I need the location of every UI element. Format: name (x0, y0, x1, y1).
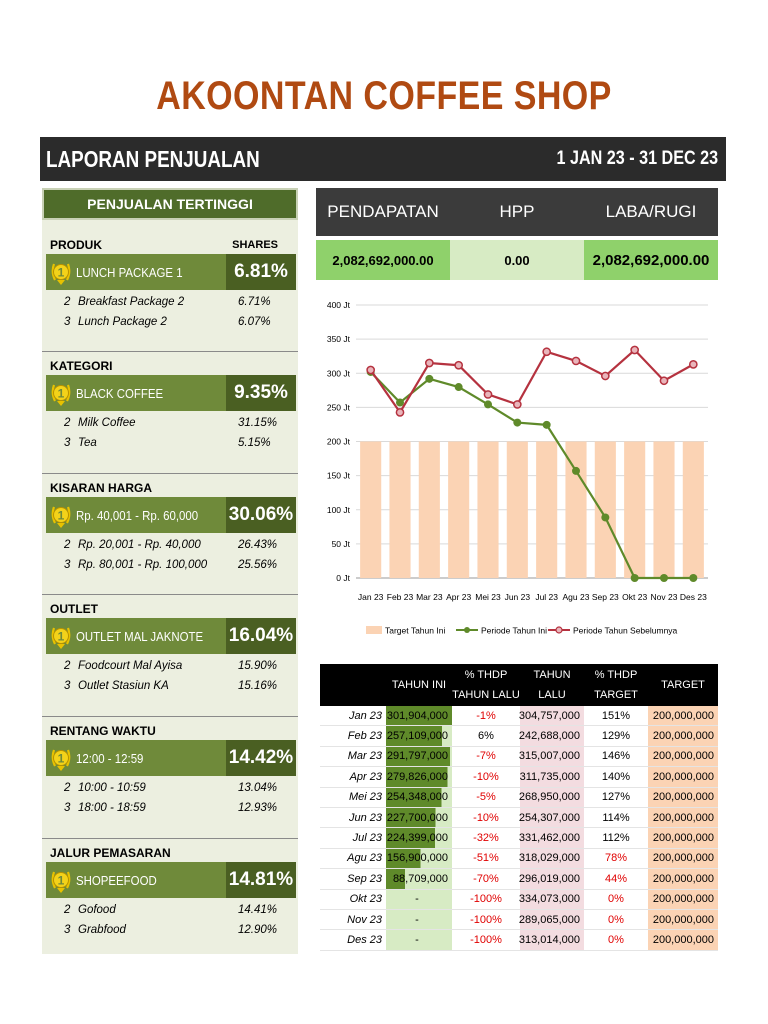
runner-up-share: 15.90% (238, 660, 278, 672)
x-tick-label: Mei 23 (475, 592, 501, 602)
top-item (46, 375, 296, 411)
top-sales-section (42, 236, 298, 332)
cell-tahun-lalu: 254,307,000 (520, 808, 584, 827)
runner-up-rank: 2 (64, 904, 71, 916)
point-periode-tahun-sebelumnya (690, 361, 697, 368)
point-periode-tahun-ini (396, 399, 404, 407)
top-item-name-cell (46, 862, 226, 898)
cell-tahun-ini: 88,709,000 (386, 869, 452, 888)
medal-icon (50, 258, 72, 286)
point-periode-tahun-ini (543, 421, 551, 429)
top-sales-section (42, 600, 298, 696)
runner-up-name: Milk Coffee (78, 417, 136, 429)
runner-up-rank: 3 (64, 316, 71, 328)
runner-up-item (42, 656, 298, 676)
bar-target (536, 442, 557, 579)
section-title: KISARAN HARGA (50, 481, 152, 495)
bar-target (448, 442, 469, 579)
medal-icon (50, 866, 72, 894)
cell-month: Sep 23 (347, 872, 382, 885)
cell-thdp-target: 0% (608, 893, 624, 906)
runner-up-rank: 3 (64, 924, 71, 936)
table-row (320, 706, 718, 726)
x-tick-label: Sep 23 (591, 592, 619, 602)
y-tick-label: 150 Jt (326, 470, 350, 481)
runner-up-item (42, 798, 298, 818)
cell-target: 200,000,000 (648, 910, 718, 929)
point-periode-tahun-ini (660, 574, 668, 582)
cell-tahun-ini: - (386, 890, 452, 909)
cell-thdp-target: 0% (608, 913, 624, 926)
medal-number: 1 (57, 265, 65, 280)
cell-thdp-target: 44% (604, 872, 628, 885)
cell-month: Mar 23 (347, 750, 382, 763)
section-divider (42, 716, 298, 717)
top-item-name: SHOPEEFOOD (76, 872, 157, 888)
cell-tahun-lalu: 318,029,000 (520, 849, 584, 868)
bar-target (389, 442, 410, 579)
runner-up-name: Foodcourt Mal Ayisa (78, 660, 183, 672)
medal-number: 1 (57, 386, 65, 401)
point-periode-tahun-ini (572, 467, 580, 475)
runner-up-item (42, 778, 298, 798)
cell-thdp-tahun-lalu: -5% (476, 791, 496, 804)
cell-target: 200,000,000 (648, 890, 718, 909)
x-tick-label: Jul 23 (535, 592, 559, 602)
top-item-name-cell (46, 618, 226, 654)
bar-target (477, 442, 498, 579)
runner-up-item (42, 555, 298, 575)
x-tick-label: Feb 23 (386, 592, 414, 602)
line-periode-tahun-sebelumnya (371, 350, 694, 412)
kpi-value-pendapatan: 2,082,692,000.00 (316, 240, 450, 280)
table-row (320, 910, 718, 930)
cell-thdp-target: 78% (604, 852, 628, 865)
top-item-name-cell (46, 740, 226, 776)
top-item (46, 254, 296, 290)
point-periode-tahun-sebelumnya (396, 409, 403, 416)
table-row (320, 890, 718, 910)
cell-thdp-target: 146% (601, 750, 631, 763)
cell-target: 200,000,000 (648, 747, 718, 766)
point-periode-tahun-ini (484, 400, 492, 408)
runner-up-item (42, 676, 298, 696)
cell-thdp-target: 112% (602, 832, 630, 845)
x-tick-label: Apr 23 (446, 592, 472, 602)
top-item-name-cell (46, 375, 226, 411)
header-tahun-ini: TAHUN INI (391, 679, 447, 691)
runner-up-item (42, 535, 298, 555)
cell-month: Jun 23 (348, 811, 382, 824)
cell-target: 200,000,000 (648, 828, 718, 847)
runner-up-item (42, 413, 298, 433)
runner-up-name: 10:00 - 10:59 (78, 782, 146, 794)
point-periode-tahun-ini (631, 574, 639, 582)
section-label (42, 357, 298, 375)
point-periode-tahun-sebelumnya (660, 377, 667, 384)
runner-up-rank: 3 (64, 437, 71, 449)
x-tick-label: Des 23 (679, 592, 707, 602)
bar-target (419, 442, 440, 579)
section-divider (42, 473, 298, 474)
x-tick-label: Mar 23 (416, 592, 443, 602)
top-sales-panel (42, 188, 298, 954)
top-sales-section (42, 722, 298, 818)
table-row (320, 849, 718, 869)
point-periode-tahun-sebelumnya (455, 362, 462, 369)
runner-up-share: 6.07% (238, 316, 271, 328)
header-tahun-lalu: TAHUN LALU (533, 669, 571, 701)
x-tick-label: Okt 23 (622, 592, 648, 602)
cell-thdp-target: 151% (601, 709, 631, 722)
cell-thdp-tahun-lalu: -32% (473, 832, 499, 845)
section-label (42, 600, 298, 618)
top-item-name: OUTLET MAL JAKNOTE (76, 628, 204, 644)
report-period: 1 JAN 23 - 31 DEC 23 (556, 148, 718, 169)
top-item-share: 9.35% (226, 375, 296, 411)
cell-tahun-ini: 279,826,000 (386, 767, 452, 786)
cell-tahun-ini: - (386, 910, 452, 929)
table-body (320, 706, 718, 951)
cell-tahun-lalu: 313,014,000 (520, 930, 584, 949)
cell-tahun-lalu: 289,065,000 (520, 910, 584, 929)
section-title: RENTANG WAKTU (50, 724, 156, 738)
x-tick-label: Agu 23 (562, 592, 590, 602)
section-divider (42, 351, 298, 352)
top-item-share: 14.42% (226, 740, 296, 776)
x-tick-label: Jan 23 (357, 592, 384, 602)
bar-target (595, 442, 616, 579)
legend-marker-tahun-sebelumnya (556, 627, 562, 633)
top-item-share: 30.06% (226, 497, 296, 533)
runner-up-item (42, 312, 298, 332)
kpi-label-laba-rugi: LABA/RUGI (605, 202, 697, 221)
legend-label-target: Target Tahun Ini (385, 625, 446, 636)
point-periode-tahun-ini (513, 419, 521, 427)
runner-up-name: Grabfood (78, 924, 126, 936)
point-periode-tahun-sebelumnya (514, 401, 521, 408)
medal-icon (50, 622, 72, 650)
runner-up-share: 31.15% (238, 417, 278, 429)
cell-target: 200,000,000 (648, 869, 718, 888)
runner-up-rank: 2 (64, 539, 71, 551)
runner-up-rank: 2 (64, 660, 71, 672)
y-tick-label: 350 Jt (326, 334, 350, 345)
section-title: OUTLET (50, 602, 98, 616)
cell-tahun-ini: 227,700,000 (386, 808, 452, 827)
legend-swatch-target (366, 626, 382, 634)
runner-up-share: 26.43% (238, 539, 278, 551)
top-item-share: 14.81% (226, 862, 296, 898)
top-sales-section (42, 357, 298, 453)
cell-target: 200,000,000 (648, 767, 718, 786)
runner-up-name: Rp. 20,001 - Rp. 40,000 (78, 539, 201, 551)
cell-target: 200,000,000 (648, 788, 718, 807)
cell-tahun-lalu: 334,073,000 (520, 890, 584, 909)
top-item-name-cell (46, 254, 226, 290)
report-header-bar (40, 137, 726, 181)
cell-tahun-ini: 291,797,000 (386, 747, 452, 766)
cell-thdp-tahun-lalu: -1% (476, 709, 496, 722)
cell-thdp-tahun-lalu: 6% (478, 730, 494, 743)
top-item (46, 862, 296, 898)
bar-target (507, 442, 528, 579)
cell-tahun-ini: 254,348,000 (386, 788, 452, 807)
top-item (46, 618, 296, 654)
medal-icon (50, 744, 72, 772)
y-tick-label: 400 Jt (326, 300, 350, 310)
cell-thdp-tahun-lalu: -70% (473, 872, 499, 885)
cell-thdp-target: 129% (601, 730, 631, 743)
cell-tahun-ini: - (386, 930, 452, 949)
runner-up-share: 12.93% (238, 802, 278, 814)
table-row (320, 808, 718, 828)
header-target: TARGET (661, 679, 705, 691)
cell-month: Mei 23 (348, 791, 382, 804)
y-tick-label: 300 Jt (326, 368, 350, 379)
cell-month: Apr 23 (349, 770, 382, 783)
top-item-share: 16.04% (226, 618, 296, 654)
report-label: LAPORAN PENJUALAN (46, 145, 260, 172)
point-periode-tahun-ini (689, 574, 697, 582)
legend-marker-tahun-ini (464, 627, 470, 633)
point-periode-tahun-sebelumnya (426, 359, 433, 366)
top-sales-section (42, 479, 298, 575)
top-sales-section (42, 844, 298, 940)
header-thdp-tahun-lalu (452, 664, 520, 706)
cell-tahun-lalu: 296,019,000 (520, 869, 584, 888)
bar-target (624, 442, 645, 579)
section-label (42, 236, 298, 254)
point-periode-tahun-ini (455, 383, 463, 391)
cell-thdp-tahun-lalu: -10% (473, 770, 499, 783)
point-periode-tahun-sebelumnya (572, 357, 579, 364)
section-title: JALUR PEMASARAN (50, 846, 171, 860)
cell-target: 200,000,000 (648, 726, 718, 745)
cell-month: Okt 23 (349, 893, 382, 906)
cell-target: 200,000,000 (648, 808, 718, 827)
medal-number: 1 (57, 508, 65, 523)
runner-up-name: 18:00 - 18:59 (78, 802, 146, 814)
runner-up-share: 15.16% (238, 680, 278, 692)
cell-tahun-ini: 257,109,000 (386, 726, 452, 745)
cell-tahun-lalu: 331,462,000 (520, 828, 584, 847)
top-item (46, 497, 296, 533)
section-divider (42, 838, 298, 839)
y-tick-label: 250 Jt (326, 402, 350, 413)
shares-label: SHARES (232, 239, 278, 251)
table-header (320, 664, 718, 706)
runner-up-share: 12.90% (238, 924, 278, 936)
top-item-name: LUNCH PACKAGE 1 (76, 264, 183, 280)
bar-target (653, 442, 674, 579)
cell-thdp-target: 140% (601, 770, 631, 783)
header-thdp-line2: TAHUN LALU (452, 689, 520, 701)
top-item-name-cell (46, 497, 226, 533)
cell-tahun-lalu: 242,688,000 (520, 726, 584, 745)
runner-up-share: 13.04% (238, 782, 278, 794)
top-sales-header: PENJUALAN TERTINGGI (42, 188, 298, 220)
runner-up-rank: 2 (64, 296, 71, 308)
runner-up-share: 5.15% (238, 437, 271, 449)
top-item-name: 12:00 - 12:59 (76, 750, 144, 766)
runner-up-name: Outlet Stasiun KA (78, 680, 169, 692)
runner-up-rank: 2 (64, 782, 71, 794)
cell-thdp-target: 0% (608, 933, 624, 946)
kpi-value-hpp: 0.00 (450, 240, 584, 280)
kpi-values (316, 240, 718, 280)
kpi-header (316, 188, 718, 236)
section-label (42, 722, 298, 740)
cell-target: 200,000,000 (648, 849, 718, 868)
cell-tahun-lalu: 268,950,000 (520, 788, 584, 807)
cell-target: 200,000,000 (648, 706, 718, 725)
medal-number: 1 (57, 873, 65, 888)
medal-number: 1 (57, 629, 65, 644)
section-label (42, 479, 298, 497)
monthly-sales-table (320, 664, 718, 951)
legend-label-tahun-sebelumnya: Periode Tahun Sebelumnya (573, 625, 678, 636)
cell-tahun-lalu: 304,757,000 (520, 706, 584, 725)
section-title: PRODUK (50, 238, 103, 252)
sales-chart (316, 292, 726, 644)
table-row (320, 747, 718, 767)
runner-up-name: Gofood (78, 904, 116, 916)
runner-up-rank: 2 (64, 417, 71, 429)
runner-up-item (42, 900, 298, 920)
table-row (320, 869, 718, 889)
bar-target (360, 442, 381, 579)
cell-thdp-target: 114% (602, 811, 630, 824)
cell-tahun-ini: 301,904,000 (386, 706, 452, 725)
point-periode-tahun-sebelumnya (631, 346, 638, 353)
cell-thdp-tahun-lalu: -7% (476, 750, 496, 763)
top-item-name: Rp. 40,001 - Rp. 60,000 (76, 507, 199, 523)
runner-up-name: Lunch Package 2 (78, 316, 167, 328)
cell-month: Feb 23 (347, 730, 382, 743)
header-thdp-target-line2: TARGET (594, 689, 638, 701)
runner-up-item (42, 920, 298, 940)
kpi-label-hpp: HPP (499, 202, 535, 221)
top-item-share: 6.81% (226, 254, 296, 290)
runner-up-rank: 3 (64, 680, 71, 692)
cell-tahun-ini: 224,399,000 (386, 828, 452, 847)
section-title: KATEGORI (50, 359, 113, 373)
point-periode-tahun-sebelumnya (602, 372, 609, 379)
cell-thdp-tahun-lalu: -100% (470, 933, 502, 946)
page-title: AKOONTAN COFFEE SHOP (156, 74, 612, 118)
x-tick-label: Jun 23 (504, 592, 531, 602)
runner-up-name: Rp. 80,001 - Rp. 100,000 (78, 559, 208, 571)
runner-up-share: 14.41% (238, 904, 278, 916)
cell-month: Jan 23 (348, 709, 382, 722)
table-row (320, 726, 718, 746)
kpi-label-pendapatan: PENDAPATAN (327, 202, 439, 221)
runner-up-share: 6.71% (238, 296, 271, 308)
point-periode-tahun-ini (601, 513, 609, 521)
y-tick-label: 50 Jt (331, 538, 350, 549)
cell-tahun-ini: 156,900,000 (386, 849, 452, 868)
bar-target (683, 442, 704, 579)
kpi-value-laba-rugi: 2,082,692,000.00 (584, 240, 718, 280)
cell-target: 200,000,000 (648, 930, 718, 949)
runner-up-item (42, 433, 298, 453)
y-tick-label: 200 Jt (326, 436, 350, 447)
medal-icon (50, 501, 72, 529)
runner-up-item (42, 292, 298, 312)
cell-thdp-tahun-lalu: -10% (473, 811, 499, 824)
runner-up-rank: 3 (64, 802, 71, 814)
table-row (320, 788, 718, 808)
runner-up-name: Breakfast Package 2 (78, 296, 185, 308)
y-tick-label: 100 Jt (326, 504, 350, 515)
table-row (320, 828, 718, 848)
cell-thdp-target: 127% (601, 791, 631, 804)
cell-tahun-lalu: 315,007,000 (520, 747, 584, 766)
point-periode-tahun-sebelumnya (484, 391, 491, 398)
point-periode-tahun-sebelumnya (543, 348, 550, 355)
cell-month: Nov 23 (347, 913, 382, 926)
runner-up-rank: 3 (64, 559, 71, 571)
cell-month: Des 23 (347, 933, 382, 946)
header-thdp-target-line1: % THDP (594, 669, 638, 681)
table-row (320, 767, 718, 787)
cell-month: Jul 23 (352, 832, 382, 845)
point-periode-tahun-sebelumnya (367, 366, 374, 373)
header-thdp-target (584, 664, 648, 706)
x-tick-label: Nov 23 (650, 592, 678, 602)
legend-label-tahun-ini: Periode Tahun Ini (481, 625, 548, 636)
medal-icon (50, 379, 72, 407)
cell-thdp-tahun-lalu: -100% (470, 893, 502, 906)
cell-month: Agu 23 (347, 852, 382, 865)
bar-target (565, 442, 586, 579)
cell-thdp-tahun-lalu: -100% (470, 913, 502, 926)
section-label (42, 844, 298, 862)
y-tick-label: 0 Jt (336, 573, 350, 583)
medal-number: 1 (57, 751, 65, 766)
runner-up-share: 25.56% (238, 559, 278, 571)
header-month (320, 664, 386, 706)
cell-thdp-tahun-lalu: -51% (473, 852, 499, 865)
table-row (320, 930, 718, 950)
point-periode-tahun-ini (425, 375, 433, 383)
top-item-name: BLACK COFFEE (76, 385, 164, 401)
top-item (46, 740, 296, 776)
runner-up-name: Tea (78, 437, 97, 449)
header-thdp-line1: % THDP (464, 669, 508, 681)
section-divider (42, 594, 298, 595)
cell-tahun-lalu: 311,735,000 (520, 767, 584, 786)
